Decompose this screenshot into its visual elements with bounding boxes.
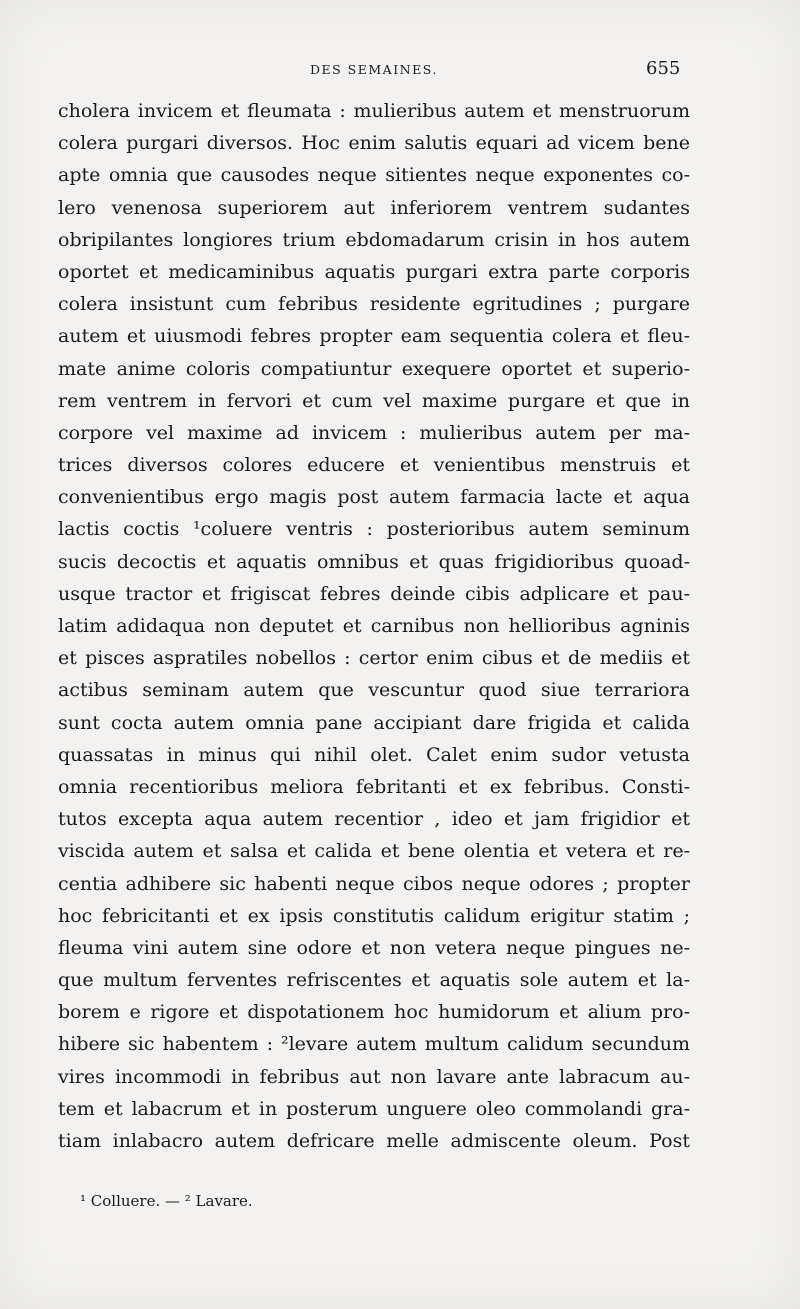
text-line: et pisces aspratiles nobellos : certor enim cibus et de mediis et bbox=[58, 647, 690, 670]
text-line: lactis coctis ¹coluere ventris : posterioribus autem seminum bbox=[58, 518, 690, 541]
text-line: sunt cocta autem omnia pane accipiant dare frigida et calida bbox=[58, 711, 690, 734]
body-text bbox=[58, 95, 690, 1157]
text-line: apte omnia que causodes neque sitientes neque exponentes co- bbox=[58, 164, 690, 187]
text-line: colera insistunt cum febribus residente egritudines ; purgare bbox=[58, 293, 690, 316]
text-line: que multum ferventes refriscentes et aquatis sole autem et la- bbox=[58, 969, 690, 992]
text-line: viscida autem et salsa et calida et bene olentia et vetera et re- bbox=[58, 840, 690, 863]
text-line: vires incommodi in febribus aut non lavare ante labracum au- bbox=[58, 1065, 690, 1088]
text-line: trices diversos colores educere et venientibus menstruis et bbox=[58, 454, 690, 477]
text-line: convenientibus ergo magis post autem farmacia lacte et aqua bbox=[58, 486, 690, 509]
text-line: oportet et medicaminibus aquatis purgari extra parte corporis bbox=[58, 260, 690, 283]
text-line: actibus seminam autem que vescuntur quod siue terrariora bbox=[58, 679, 690, 702]
text-line: corpore vel maxime ad invicem : mulieribus autem per ma- bbox=[58, 421, 690, 444]
text-line: usque tractor et frigiscat febres deinde cibis adplicare et pau- bbox=[58, 582, 690, 605]
text-line: cholera invicem et fleumata : mulieribus autem et menstruorum bbox=[58, 100, 690, 122]
running-head: DES SEMAINES. bbox=[310, 62, 438, 77]
text-line: obripilantes longiores trium ebdomadarum crisin in hos autem bbox=[58, 228, 690, 251]
text-line: autem et uiusmodi febres propter eam sequentia colera et fleu- bbox=[58, 325, 690, 348]
page-number: 655 bbox=[646, 58, 681, 79]
text-line: quassatas in minus qui nihil olet. Calet enim sudor vetusta bbox=[58, 743, 690, 766]
text-line: rem ventrem in fervori et cum vel maxime purgare et que in bbox=[58, 389, 690, 412]
text-line: lero venenosa superiorem aut inferiorem ventrem sudantes bbox=[58, 196, 690, 219]
text-line: centia adhibere sic habenti neque cibos neque odores ; propter bbox=[58, 872, 690, 895]
footnotes: ¹ Colluere. — ² Lavare. bbox=[80, 1192, 253, 1210]
text-line: sucis decoctis et aquatis omnibus et quas frigidioribus quoad- bbox=[58, 550, 690, 573]
text-line: tem et labacrum et in posterum unguere oleo commolandi gra- bbox=[58, 1097, 690, 1120]
text-line: mate anime coloris compatiuntur exequere oportet et superio- bbox=[58, 357, 690, 380]
text-line: tutos excepta aqua autem recentior , ideo et jam frigidior et bbox=[58, 808, 690, 831]
text-line: hibere sic habentem : ²levare autem multum calidum secundum bbox=[58, 1033, 690, 1056]
text-line: tiam inlabacro autem defricare melle admiscente oleum. Post bbox=[58, 1130, 690, 1152]
text-line: omnia recentioribus meliora febritanti et ex febribus. Consti- bbox=[58, 775, 690, 798]
text-line: latim adidaqua non deputet et carnibus non hellioribus agninis bbox=[58, 615, 690, 637]
text-line: fleuma vini autem sine odore et non vetera neque pingues ne- bbox=[58, 936, 690, 959]
text-line: borem e rigore et dispotationem hoc humidorum et alium pro- bbox=[58, 1001, 690, 1024]
text-line: colera purgari diversos. Hoc enim salutis equari ad vicem bene bbox=[58, 132, 690, 155]
text-line: hoc febricitanti et ex ipsis constitutis calidum erigitur statim ; bbox=[58, 904, 690, 927]
